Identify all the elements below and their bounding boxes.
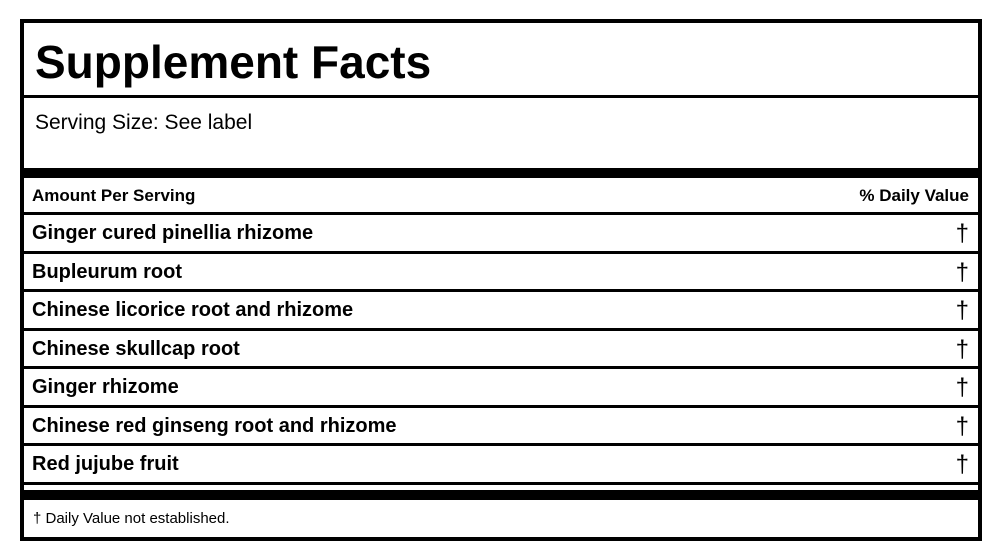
daily-value-header: % Daily Value: [859, 186, 969, 205]
ingredient-name: Chinese red ginseng root and rhizome: [32, 414, 397, 437]
ingredient-row: [24, 369, 978, 408]
serving-size: Serving Size: See label: [35, 111, 253, 134]
ingredient-daily-value: †: [955, 335, 969, 363]
ingredient-daily-value: †: [955, 297, 969, 324]
ingredient-daily-value: †: [955, 258, 969, 286]
ingredient-row: [24, 292, 978, 331]
footnote: † Daily Value not established.: [33, 510, 230, 527]
ingredient-row: [24, 254, 978, 293]
column-header-row: [24, 178, 978, 215]
supplement-facts-panel: [20, 19, 982, 541]
ingredient-daily-value: †: [955, 220, 969, 247]
thick-divider-top: [24, 168, 978, 178]
ingredient-name: Bupleurum root: [32, 260, 182, 283]
ingredient-daily-value: †: [955, 374, 969, 401]
ingredient-row: [24, 408, 978, 447]
title-area: [24, 23, 978, 98]
ingredient-name: Chinese skullcap root: [32, 337, 240, 360]
ingredient-daily-value: †: [955, 451, 969, 478]
ingredient-name: Ginger rhizome: [32, 376, 179, 398]
panel-title: Supplement Facts: [35, 36, 432, 88]
ingredient-row: [24, 215, 978, 254]
ingredient-daily-value: †: [955, 412, 969, 440]
amount-per-serving-header: Amount Per Serving: [32, 186, 196, 205]
ingredient-name: Chinese licorice root and rhizome: [32, 299, 354, 321]
ingredient-row: [24, 331, 978, 370]
ingredient-list: [24, 215, 978, 485]
ingredient-row: [24, 446, 978, 485]
ingredient-name: Ginger cured pinellia rhizome: [32, 222, 314, 244]
ingredient-name: Red jujube fruit: [32, 453, 179, 475]
thick-divider-bottom: [24, 490, 978, 500]
